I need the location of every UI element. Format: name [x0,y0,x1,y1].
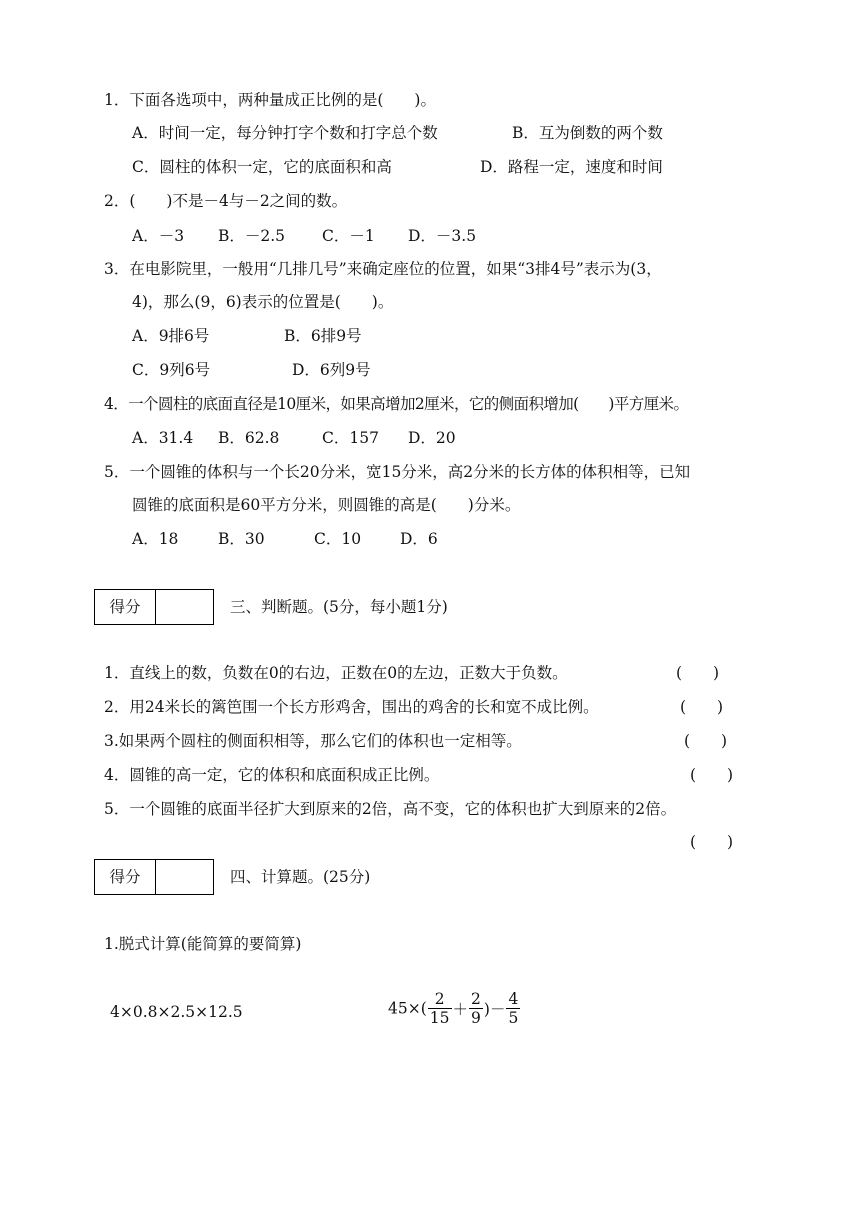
q2-option-b: B．－2.5 [218,227,286,245]
q3-option-b: B．6排9号 [284,327,362,345]
q1-option-b: B．互为倒数的两个数 [512,124,663,142]
q4-option-a: A．31.4 [132,429,194,447]
expr2-prefix: 45×( [388,999,427,1018]
judge-item-1: 1．直线上的数，负数在0的右边，正数在0的左边，正数大于负数。 [104,664,568,682]
q3-option-a: A．9排6号 [132,327,210,345]
denominator: 9 [471,1009,481,1027]
numerator: 2 [428,990,452,1009]
q5-option-b: B．30 [218,530,265,548]
numerator: 2 [471,990,481,1008]
section3-title: 三、判断题。(5分，每小题1分) [230,598,448,616]
q3-option-c: C．9列6号 [132,361,211,379]
q5-stem-line2: 圆锥的底面积是60平方分米，则圆锥的高是( )分米。 [132,496,521,514]
denominator: 5 [508,1009,519,1027]
judge-answer-4: ( ) [690,766,734,784]
judge-item-2: 2．用24米长的篱笆围一个长方形鸡舍，围出的鸡舍的长和宽不成比例。 [104,698,599,716]
score-label: 得分 [95,860,156,894]
q4-option-b: B．62.8 [218,429,280,447]
q5-option-d: D．6 [400,530,438,548]
q1-stem: 1．下面各选项中，两种量成正比例的是( )。 [104,91,436,109]
q5-option-c: C．10 [314,530,362,548]
judge-answer-3: ( ) [684,732,728,750]
judge-answer-1: ( ) [676,664,720,682]
fraction-2-15 [428,990,452,1027]
denominator: 15 [429,1009,450,1027]
q3-stem-line2: 4)，那么(9，6)表示的位置是( )。 [132,293,394,311]
q2-option-a: A．－3 [132,227,185,245]
score-label: 得分 [95,590,156,624]
q1-option-a: A．时间一定，每分钟打字个数和打字总个数 [132,124,438,142]
q4-option-d: D．20 [408,429,456,447]
q1-option-d: D．路程一定，速度和时间 [480,158,663,176]
q2-stem: 2．( )不是－4与－2之间的数。 [104,192,348,210]
q4-stem: 4．一个圆柱的底面直径是10厘米，如果高增加2厘米，它的侧面积增加( )平方厘米。 [104,395,689,413]
calc-expression-1: 4×0.8×2.5×12.5 [110,1003,243,1021]
judge-item-4: 4．圆锥的高一定，它的体积和底面积成正比例。 [104,766,440,784]
judge-item-3: 3.如果两个圆柱的侧面积相等，那么它们的体积也一定相等。 [104,732,522,750]
calc-subtitle: 1.脱式计算(能简算的要简算) [104,935,302,953]
plus-sign: ＋ [452,1000,469,1019]
expr2-suffix: )－ [483,1000,506,1019]
q3-stem-line1: 3．在电影院里，一般用“几排几号”来确定座位的位置，如果“3排4号”表示为(3， [104,260,662,278]
q4-option-c: C．157 [322,429,379,447]
fraction-4-5 [506,990,520,1027]
q5-stem-line1: 5．一个圆锥的体积与一个长20分米，宽15分米，高2分米的长方体的体积相等，已知 [104,463,691,481]
judge-answer-5: ( ) [690,833,734,851]
score-box-section4 [94,859,214,895]
numerator: 4 [508,990,519,1008]
fraction-2-9 [469,990,483,1027]
judge-item-5: 5．一个圆锥的底面半径扩大到原来的2倍，高不变，它的体积也扩大到原来的2倍。 [104,800,677,818]
calc-expression-2 [388,990,521,1027]
q2-option-d: D．－3.5 [408,227,477,245]
score-box-section3 [94,589,214,625]
judge-answer-2: ( ) [680,698,724,716]
section4-title: 四、计算题。(25分) [230,868,371,886]
q1-option-c: C．圆柱的体积一定，它的底面积和高 [132,158,392,176]
q3-option-d: D．6列9号 [292,361,371,379]
q5-option-a: A．18 [132,530,179,548]
q2-option-c: C．－1 [322,227,375,245]
